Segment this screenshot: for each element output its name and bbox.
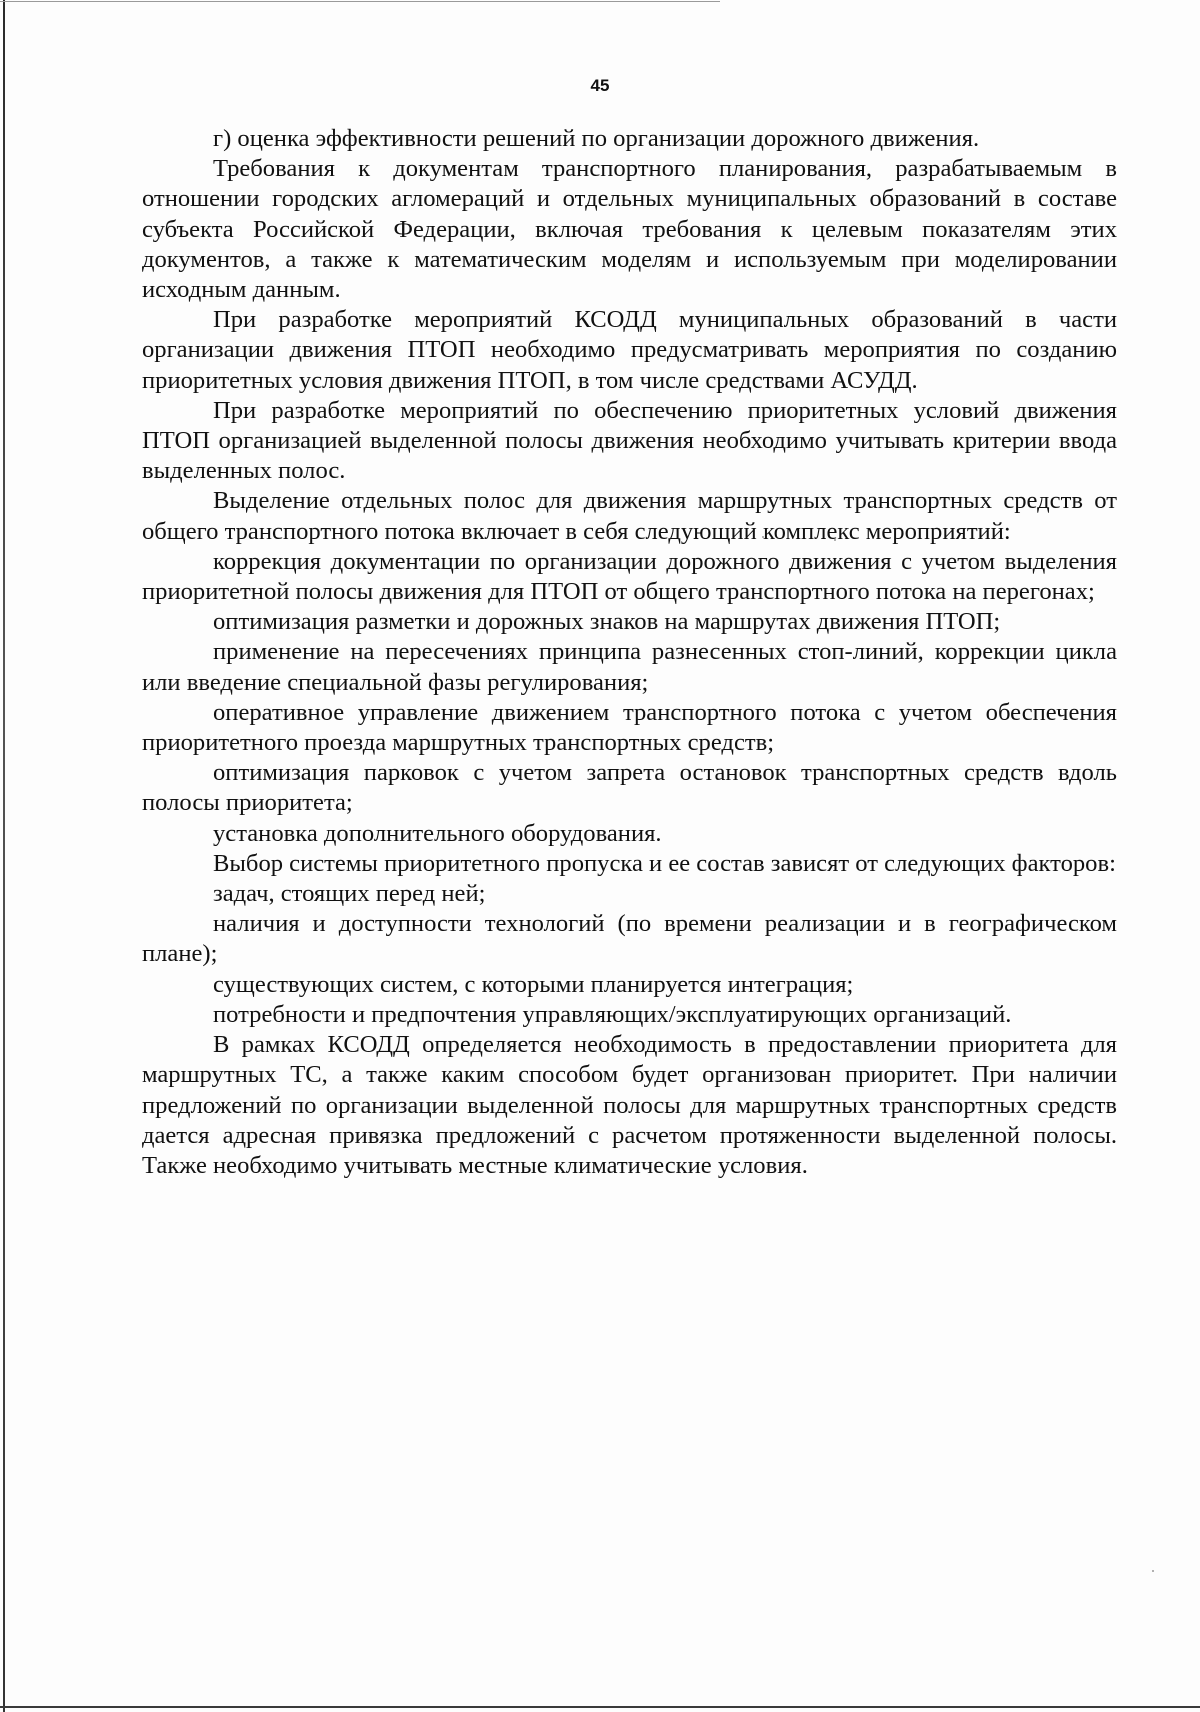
paragraph: Выделение отдельных полос для движения маршрутных транспортных средств от общего транспортного потока включает в себя следующий комплекс мероприятий: — [142, 487, 1117, 545]
paragraph: существующих систем, с которыми планируется интеграция; — [213, 970, 854, 998]
paragraph: установка дополнительного оборудования. — [213, 819, 662, 847]
paragraph: потребности и предпочтения управляющих/эксплуатирующих организаций. — [213, 1000, 1012, 1028]
paragraph: В рамках КСОДД определяется необходимость в предоставлении приоритета для маршрутных ТС, а также каким способом будет организован приоритет. При наличии предложений по организации выделенной полосы для маршрутных транспортных средств дается адресная привязка предложений с расчетом протяженности выделенной полосы. Также необходимо учитывать местные климатические условия. — [142, 1031, 1117, 1179]
paragraph: Выбор системы приоритетного пропуска и ее состав зависят от следующих факторов: — [213, 849, 1116, 877]
scan-edge-left — [3, 0, 5, 1712]
paragraph: оптимизация разметки и дорожных знаков на маршрутах движения ПТОП; — [213, 608, 1001, 636]
scan-speck — [1152, 1570, 1154, 1572]
scan-edge-bottom — [0, 1706, 1200, 1708]
paragraph: оперативное управление движением транспортного потока с учетом обеспечения приоритетного проезда маршрутных транспортных средств; — [142, 698, 1117, 757]
paragraph: задач, стоящих перед ней; — [213, 880, 486, 908]
page-number: 45 — [590, 76, 610, 95]
paragraph: наличия и доступности технологий (по времени реализации и в географическом плане); — [142, 910, 1117, 968]
paragraph: г) оценка эффективности решений по организации дорожного движения. — [213, 125, 980, 152]
paragraph: При разработке мероприятий по обеспечению приоритетных условий движения ПТОП организацией выделенной полосы движения необходимо учитывать критерии ввода выделенных полос. — [142, 396, 1117, 485]
body-text — [142, 124, 1117, 1181]
paragraph: При разработке мероприятий КСОДД муниципальных образований в части организации движения ПТОП необходимо предусматривать мероприятия по созданию приоритетных условия движения ПТОП, в том числе средствами АСУДД. — [142, 306, 1117, 394]
paragraph: Требования к документам транспортного планирования, разрабатываемым в отношении городских агломераций и отдельных муниципальных образований в составе субъекта Российской Федерации, включая требования к целевым показателям этих документов, а также к математическим моделям и используемым при моделировании исходным данным. — [142, 155, 1117, 304]
paragraph: оптимизация парковок с учетом запрета остановок транспортных средств вдоль полосы приоритета; — [142, 759, 1117, 817]
scan-edge-top — [0, 1, 720, 2]
paragraph: коррекция документации по организации дорожного движения с учетом выделения приоритетной полосы движения для ПТОП от общего транспортного потока на перегонах; — [142, 547, 1117, 606]
paragraph: применение на пересечениях принципа разнесенных стоп-линий, коррекции цикла или введение специальной фазы регулирования; — [142, 638, 1117, 696]
